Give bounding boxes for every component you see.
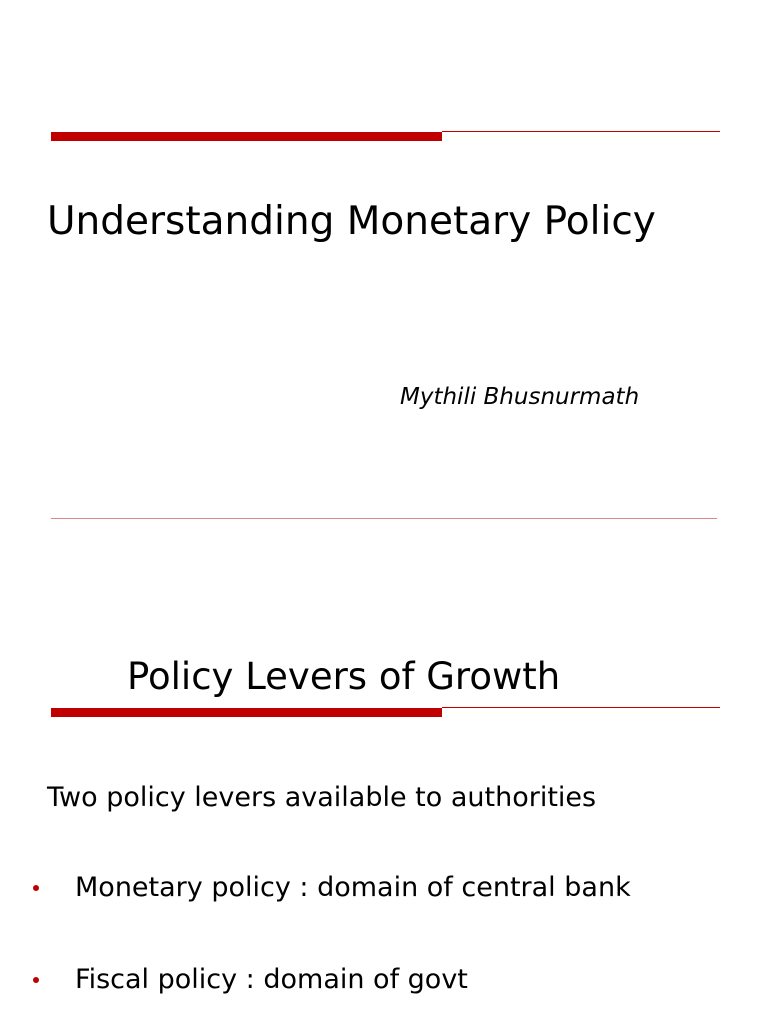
bullet-text: Fiscal policy : domain of govt — [75, 964, 468, 995]
accent-bar-thin — [442, 131, 720, 132]
slide-policy-levers — [0, 512, 768, 1024]
list-item — [33, 964, 468, 995]
author-name: Mythili Bhusnurmath — [400, 384, 640, 410]
list-item — [33, 872, 631, 903]
bullet-text: Monetary policy : domain of central bank — [75, 872, 631, 903]
slide-2-heading: Policy Levers of Growth — [127, 655, 561, 698]
bullet-dot-icon — [33, 885, 39, 891]
bullet-dot-icon — [33, 977, 39, 983]
slide-title-heading: Understanding Monetary Policy — [47, 199, 656, 244]
accent-bar-thick — [51, 132, 442, 141]
accent-bar-thick — [51, 708, 442, 717]
intro-text: Two policy levers available to authorities — [47, 782, 597, 813]
accent-bar-thin — [442, 707, 720, 708]
